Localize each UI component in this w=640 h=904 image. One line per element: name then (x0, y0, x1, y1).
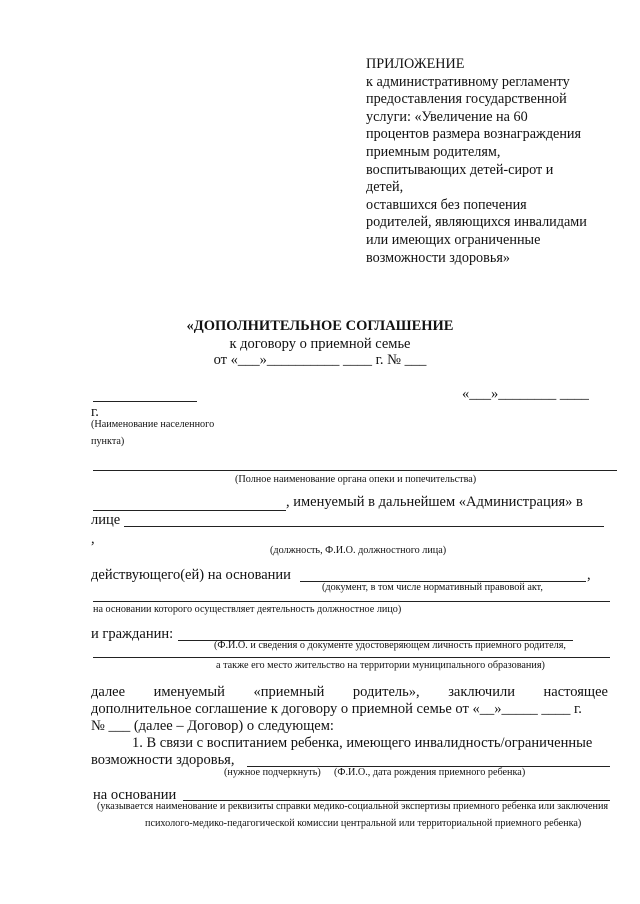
authority-hint: (Полное наименование органа опеки и попечительства) (235, 474, 477, 485)
place-date: «___»________ ____ (462, 386, 589, 402)
paragraph-line-2: дополнительное соглашение к договору о приемной семье от «__»_____ ____ г. (91, 701, 582, 717)
appendix-line: воспитывающих детей-сирот и (366, 161, 554, 178)
paragraph-word: родитель», (352, 684, 420, 700)
citizen-underline-2 (93, 657, 610, 658)
clause-1-line-1: 1. В связи с воспитанием ребенка, имеющего инвалидность/ограниченные (132, 735, 593, 751)
official-hint: (должность, Ф.И.О. должностного лица) (270, 545, 447, 556)
administration-text: , именуемый в дальнейшем «Администрация» в (286, 494, 583, 510)
appendix-line: оставшихся без попечения (366, 196, 527, 213)
appendix-line: возможности здоровья» (366, 249, 510, 266)
citizen-hint: (Ф.И.О. и сведения о документе удостоверяющем личность приемного родителя, (214, 640, 566, 651)
face-comma: , (91, 531, 95, 547)
clause-1-line-2: возможности здоровья, (91, 752, 235, 768)
paragraph-word: настоящее (543, 684, 608, 700)
appendix-heading: ПРИЛОЖЕНИЕ (366, 56, 465, 72)
basis-hint: (документ, в том числе нормативный правовой акт, (322, 582, 543, 593)
appendix-line: процентов размера вознаграждения (366, 126, 582, 143)
appendix-line: детей, (366, 179, 404, 196)
basis-label: действующего(ей) на основании (91, 567, 291, 583)
child-hint: (Ф.И.О., дата рождения приемного ребенка) (334, 767, 526, 778)
citizen-hint-2: а также его место жительство на территории муниципального образования) (216, 660, 545, 671)
document-title: «ДОПОЛНИТЕЛЬНОЕ СОГЛАШЕНИЕ (186, 318, 454, 334)
basis-hint-2: на основании которого осуществляет деятельность должностное лицо) (93, 604, 402, 615)
document-date-line: от «___»__________ ____ г. № ___ (213, 352, 427, 368)
appendix-line: приемным родителям, (366, 143, 501, 160)
paragraph-word: далее (91, 684, 126, 700)
paragraph-line-3: № ___ (далее – Договор) о следующем: (91, 718, 334, 734)
appendix-block (366, 56, 587, 267)
face-label: лице (91, 512, 121, 528)
basis-comma: , (587, 567, 591, 583)
basis-underline-2 (93, 601, 610, 602)
citizen-label: и гражданин: (91, 626, 174, 642)
official-underline (124, 526, 604, 527)
administration-underline (93, 510, 286, 511)
city-underline (93, 401, 197, 402)
basis2-label: на основании (93, 787, 177, 803)
underline-hint: (нужное подчеркнуть) (224, 767, 321, 778)
city-suffix: г. (91, 404, 99, 420)
authority-underline (93, 470, 617, 471)
appendix-line: родителей, являющихся инвалидами (366, 214, 587, 231)
paragraph-word: заключили (448, 684, 515, 700)
basis2-hint-2: психолого-медико-педагогической комиссии центральной или территориальной приемного ребенка) (145, 818, 582, 829)
appendix-line: к административному регламенту (366, 73, 570, 90)
document-subtitle: к договору о приемной семье (229, 336, 411, 352)
appendix-line: услуги: «Увеличение на 60 (366, 108, 528, 125)
paragraph-word: именуемый (153, 684, 225, 700)
basis2-hint: (указывается наименование и реквизиты справки медико-социальной экспертизы приемного ребенка или заключения (97, 801, 609, 812)
appendix-line: предоставления государственной (366, 91, 567, 108)
appendix-line: или имеющих ограниченные (366, 231, 541, 248)
city-hint-2: пункта) (91, 436, 125, 447)
paragraph-word: «приемный (253, 684, 325, 700)
city-hint: (Наименование населенного (91, 419, 215, 430)
paragraph-line-1 (91, 684, 608, 701)
